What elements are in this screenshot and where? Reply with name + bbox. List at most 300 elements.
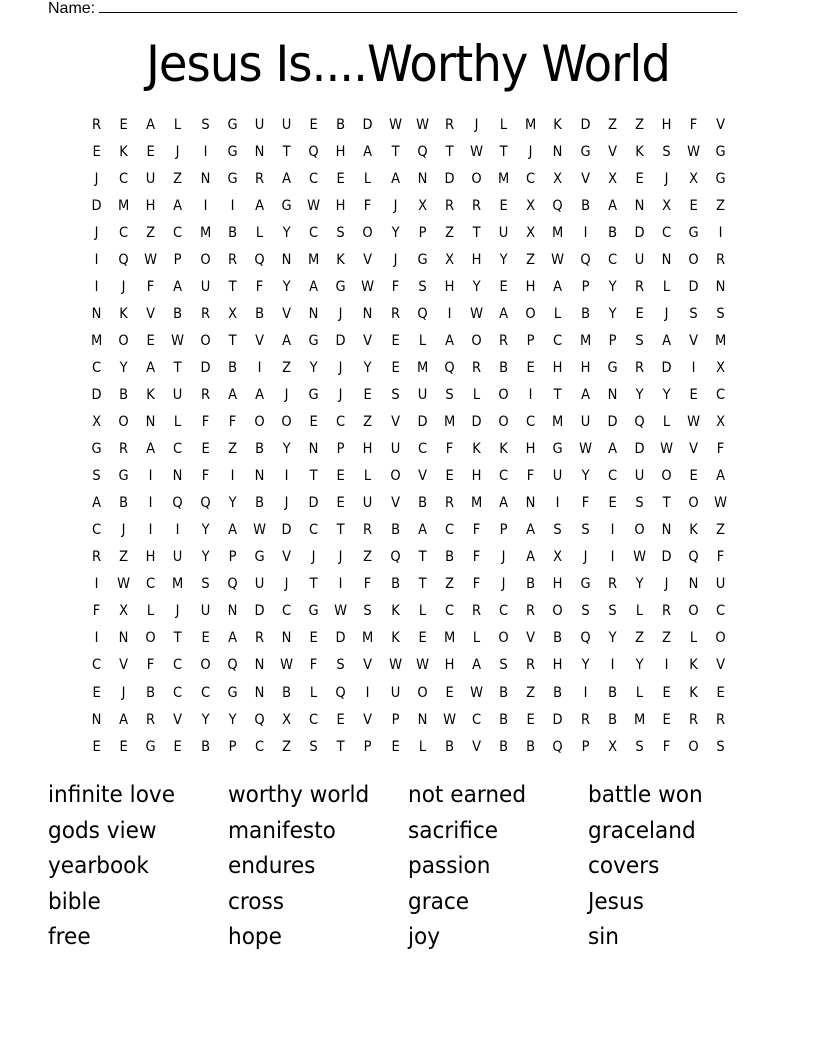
grid-letter: Q: [254, 251, 265, 268]
grid-letter: T: [336, 738, 345, 755]
grid-letter: J: [94, 170, 99, 187]
grid-letter: L: [418, 603, 426, 620]
grid-letter: J: [583, 549, 588, 566]
grid-letter: P: [526, 332, 535, 349]
grid-letter: S: [635, 738, 644, 755]
grid-letter: W: [442, 711, 456, 728]
grid-letter: D: [254, 603, 265, 620]
grid-letter: H: [335, 143, 346, 160]
grid-letter: F: [364, 197, 372, 214]
grid-letter: Y: [472, 278, 481, 295]
grid-letter: U: [390, 441, 400, 458]
grid-letter: V: [363, 251, 373, 268]
grid-letter: C: [173, 224, 183, 241]
grid-letter: C: [200, 684, 210, 701]
grid-letter: G: [688, 224, 699, 241]
grid-letter: N: [281, 630, 292, 647]
grid-letter: Z: [716, 522, 726, 539]
grid-letter: R: [716, 711, 726, 728]
grid-letter: X: [444, 251, 454, 268]
grid-letter: Q: [335, 684, 346, 701]
grid-letter: W: [687, 414, 701, 431]
grid-letter: P: [391, 711, 400, 728]
grid-letter: T: [662, 495, 671, 512]
grid-letter: W: [714, 495, 728, 512]
grid-letter: C: [173, 441, 183, 458]
grid-letter: C: [254, 738, 264, 755]
grid-letter: J: [501, 549, 506, 566]
grid-letter: Q: [579, 630, 591, 647]
grid-letter: O: [362, 224, 374, 241]
grid-letter: E: [201, 441, 210, 458]
grid-letter: X: [716, 359, 726, 376]
grid-letter: E: [635, 170, 644, 187]
grid-letter: B: [173, 305, 183, 322]
grid-letter: O: [688, 495, 699, 512]
grid-letter: Z: [607, 116, 617, 133]
grid-letter: D: [607, 414, 618, 431]
grid-letter: N: [254, 657, 265, 674]
grid-letter: N: [200, 170, 211, 187]
grid-letter: J: [176, 603, 180, 620]
grid-letter: Z: [363, 414, 373, 431]
grid-letter: E: [119, 116, 128, 133]
grid-letter: J: [121, 278, 126, 295]
grid-letter: A: [526, 522, 536, 539]
grid-letter: C: [607, 251, 617, 268]
grid-letter: A: [472, 657, 482, 674]
grid-letter: I: [94, 630, 99, 647]
grid-letter: C: [309, 522, 319, 539]
grid-letter: I: [366, 684, 370, 701]
grid-letter: R: [390, 305, 400, 322]
grid-letter: Z: [526, 684, 536, 701]
grid-letter: B: [499, 738, 509, 755]
grid-letter: I: [148, 522, 153, 539]
grid-letter: U: [254, 116, 265, 133]
grid-letter: M: [416, 359, 428, 376]
grid-letter: O: [498, 414, 509, 431]
grid-letter: V: [282, 305, 292, 322]
grid-letter: I: [718, 224, 723, 241]
grid-letter: F: [201, 414, 209, 431]
grid-letter: V: [607, 143, 617, 160]
grid-letter: J: [501, 576, 506, 593]
grid-letter: W: [171, 332, 185, 349]
word-list-item: battle won: [588, 782, 703, 808]
grid-letter: I: [148, 468, 153, 485]
grid-letter: E: [309, 414, 318, 431]
grid-letter: Z: [363, 549, 373, 566]
grid-letter: D: [91, 197, 102, 214]
grid-letter: U: [417, 386, 428, 403]
grid-letter: Q: [227, 657, 238, 674]
grid-letter: V: [580, 170, 590, 187]
grid-letter: L: [662, 414, 671, 431]
grid-letter: V: [689, 441, 699, 458]
grid-letter: A: [146, 116, 156, 133]
grid-letter: I: [610, 522, 615, 539]
grid-letter: E: [390, 359, 400, 376]
grid-letter: K: [689, 657, 698, 674]
grid-letter: T: [553, 386, 562, 403]
grid-letter: C: [526, 414, 536, 431]
grid-letter: D: [200, 359, 211, 376]
grid-letter: R: [661, 603, 672, 620]
grid-letter: E: [662, 684, 671, 701]
grid-letter: N: [525, 495, 536, 512]
grid-letter: F: [472, 522, 481, 539]
grid-letter: H: [553, 359, 563, 376]
grid-letter: D: [91, 386, 102, 403]
grid-letter: D: [281, 522, 292, 539]
word-list-item: worthy world: [228, 782, 370, 808]
grid-letter: O: [254, 414, 265, 431]
grid-letter: X: [92, 414, 102, 431]
grid-letter: I: [556, 495, 560, 512]
grid-letter: M: [498, 170, 510, 187]
grid-letter: C: [526, 170, 536, 187]
grid-letter: C: [309, 711, 319, 728]
grid-letter: B: [580, 197, 590, 214]
grid-letter: U: [634, 468, 645, 485]
grid-letter: F: [147, 278, 155, 295]
grid-letter: O: [389, 468, 401, 485]
grid-letter: C: [173, 684, 183, 701]
grid-letter: H: [525, 441, 536, 458]
grid-letter: G: [580, 576, 591, 593]
grid-letter: J: [284, 386, 289, 403]
grid-letter: R: [227, 251, 237, 268]
grid-letter: H: [335, 197, 346, 214]
grid-letter: S: [635, 332, 644, 349]
grid-letter: S: [336, 224, 345, 241]
grid-letter: I: [94, 278, 99, 295]
grid-letter: U: [553, 468, 563, 485]
grid-letter: A: [553, 278, 563, 295]
grid-letter: O: [145, 630, 156, 647]
grid-letter: J: [284, 495, 289, 512]
grid-letter: X: [607, 738, 617, 755]
grid-letter: A: [254, 197, 264, 214]
grid-letter: G: [308, 603, 319, 620]
grid-letter: B: [227, 224, 237, 241]
grid-letter: L: [364, 468, 372, 485]
grid-letter: F: [201, 468, 209, 485]
grid-letter: A: [363, 143, 373, 160]
grid-letter: S: [662, 143, 671, 160]
grid-letter: I: [203, 143, 208, 160]
grid-letter: O: [199, 657, 211, 674]
grid-letter: X: [227, 305, 237, 322]
grid-letter: I: [203, 197, 208, 214]
grid-letter: W: [578, 441, 592, 458]
grid-letter: K: [336, 251, 346, 268]
word-list-item: free: [48, 924, 91, 950]
grid-letter: N: [173, 468, 183, 485]
grid-letter: T: [309, 576, 318, 593]
grid-letter: E: [689, 468, 698, 485]
word-list-item: passion: [408, 853, 491, 879]
grid-letter: I: [447, 305, 452, 322]
grid-letter: G: [715, 143, 726, 160]
grid-letter: I: [338, 576, 343, 593]
word-list-item: joy: [408, 924, 441, 950]
grid-letter: B: [119, 386, 129, 403]
grid-letter: E: [390, 738, 400, 755]
grid-letter: S: [553, 522, 563, 539]
grid-letter: A: [716, 468, 726, 485]
grid-letter: H: [444, 278, 455, 295]
grid-letter: Q: [417, 305, 428, 322]
grid-letter: F: [255, 278, 264, 295]
grid-letter: X: [526, 224, 536, 241]
grid-letter: C: [471, 711, 482, 728]
grid-letter: N: [145, 414, 156, 431]
grid-letter: R: [526, 657, 536, 674]
grid-letter: X: [417, 197, 427, 214]
grid-letter: L: [418, 332, 426, 349]
grid-letter: M: [362, 630, 374, 647]
grid-letter: G: [335, 278, 346, 295]
grid-letter: H: [553, 576, 563, 593]
grid-letter: I: [148, 495, 153, 512]
grid-letter: L: [147, 603, 155, 620]
grid-letter: I: [691, 359, 696, 376]
grid-letter: I: [610, 549, 615, 566]
grid-letter: J: [664, 576, 669, 593]
grid-letter: J: [176, 143, 180, 160]
grid-letter: U: [498, 224, 509, 241]
grid-letter: N: [634, 197, 645, 214]
grid-letter: F: [527, 468, 535, 485]
grid-letter: D: [335, 630, 346, 647]
word-list-item: sacrifice: [408, 817, 499, 844]
grid-letter: R: [472, 359, 482, 376]
grid-letter: G: [254, 549, 265, 566]
grid-letter: Y: [201, 549, 210, 566]
grid-letter: V: [146, 305, 156, 322]
grid-letter: Y: [608, 630, 617, 647]
grid-letter: F: [662, 738, 671, 755]
grid-letter: N: [417, 711, 428, 728]
grid-letter: V: [472, 738, 482, 755]
grid-letter: S: [390, 386, 400, 403]
grid-letter: M: [443, 414, 456, 431]
grid-letter: W: [470, 305, 483, 322]
grid-letter: B: [444, 549, 454, 566]
grid-letter: V: [363, 711, 373, 728]
grid-letter: B: [444, 738, 454, 755]
grid-letter: C: [119, 170, 129, 187]
grid-letter: E: [336, 495, 345, 512]
grid-letter: O: [661, 468, 672, 485]
grid-letter: R: [499, 332, 509, 349]
grid-letter: V: [363, 657, 373, 674]
grid-letter: Q: [688, 549, 699, 566]
grid-letter: D: [634, 441, 645, 458]
grid-letter: W: [415, 116, 429, 133]
grid-letter: C: [499, 603, 509, 620]
grid-letter: E: [499, 278, 508, 295]
grid-letter: Z: [173, 170, 183, 187]
grid-letter: C: [716, 386, 726, 403]
grid-letter: X: [553, 170, 563, 187]
grid-letter: M: [172, 576, 184, 593]
grid-letter: U: [254, 576, 265, 593]
grid-letter: R: [92, 116, 102, 133]
grid-letter: E: [336, 711, 345, 728]
grid-letter: A: [173, 197, 183, 214]
grid-letter: P: [228, 738, 237, 755]
grid-letter: L: [174, 116, 182, 133]
grid-letter: E: [526, 711, 535, 728]
word-list-item: cross: [228, 888, 285, 915]
grid-letter: G: [281, 197, 292, 214]
grid-letter: L: [472, 630, 481, 647]
grid-letter: R: [634, 359, 644, 376]
grid-letter: B: [499, 684, 509, 701]
grid-letter: J: [393, 197, 398, 214]
grid-letter: V: [689, 332, 699, 349]
grid-letter: X: [282, 711, 292, 728]
grid-letter: U: [281, 116, 292, 133]
grid-letter: N: [254, 143, 265, 160]
grid-letter: B: [607, 684, 617, 701]
grid-letter: F: [717, 441, 725, 458]
grid-letter: W: [280, 657, 294, 674]
grid-letter: S: [716, 305, 725, 322]
grid-letter: G: [118, 468, 129, 485]
grid-letter: Q: [417, 143, 428, 160]
grid-letter: Y: [635, 386, 644, 403]
grid-letter: X: [607, 170, 617, 187]
grid-letter: M: [443, 630, 456, 647]
grid-letter: Z: [227, 441, 237, 458]
grid-letter: C: [716, 603, 726, 620]
grid-letter: R: [580, 711, 590, 728]
grid-letter: X: [526, 197, 536, 214]
grid-letter: E: [499, 197, 508, 214]
grid-letter: F: [147, 657, 155, 674]
grid-letter: O: [199, 251, 211, 268]
word-list-item: not earned: [408, 782, 527, 808]
grid-letter: E: [689, 386, 698, 403]
grid-letter: S: [92, 468, 101, 485]
grid-letter: A: [146, 441, 156, 458]
grid-letter: F: [445, 441, 454, 458]
grid-letter: J: [284, 576, 289, 593]
grid-letter: N: [363, 305, 373, 322]
grid-letter: M: [118, 197, 130, 214]
grid-letter: O: [199, 332, 211, 349]
grid-letter: Z: [526, 251, 536, 268]
grid-letter: A: [580, 386, 590, 403]
grid-letter: K: [499, 441, 508, 458]
grid-letter: M: [470, 495, 483, 512]
grid-letter: E: [608, 495, 617, 512]
grid-letter: H: [363, 441, 373, 458]
grid-letter: Y: [119, 359, 128, 376]
grid-letter: P: [228, 549, 237, 566]
word-list-item: graceland: [588, 817, 696, 844]
grid-letter: N: [254, 468, 265, 485]
word-list-item: endures: [228, 853, 316, 879]
name-label: Name:: [48, 0, 96, 17]
word-list-item: covers: [588, 853, 660, 879]
grid-letter: M: [308, 251, 320, 268]
grid-letter: Y: [201, 522, 210, 539]
grid-letter: E: [716, 684, 725, 701]
grid-letter: J: [311, 549, 316, 566]
grid-letter: R: [254, 630, 264, 647]
grid-letter: X: [716, 414, 726, 431]
grid-letter: T: [309, 468, 318, 485]
grid-letter: A: [119, 711, 129, 728]
grid-letter: B: [499, 359, 509, 376]
grid-letter: T: [282, 143, 291, 160]
grid-letter: W: [307, 197, 321, 214]
grid-letter: B: [417, 495, 427, 512]
grid-letter: A: [227, 386, 237, 403]
grid-letter: A: [92, 495, 102, 512]
grid-letter: H: [444, 657, 455, 674]
grid-letter: A: [499, 495, 509, 512]
grid-letter: D: [661, 549, 672, 566]
grid-letter: T: [472, 224, 481, 241]
grid-letter: B: [499, 711, 509, 728]
grid-letter: R: [689, 711, 699, 728]
grid-letter: L: [662, 278, 671, 295]
grid-letter: Y: [635, 657, 644, 674]
grid-letter: I: [664, 657, 669, 674]
grid-letter: C: [281, 603, 292, 620]
grid-letter: V: [282, 549, 292, 566]
grid-letter: L: [635, 684, 644, 701]
grid-letter: B: [526, 738, 536, 755]
grid-letter: X: [689, 170, 699, 187]
word-list-item: infinite love: [48, 782, 176, 808]
grid-letter: N: [281, 251, 292, 268]
grid-letter: R: [363, 522, 373, 539]
grid-letter: C: [336, 414, 346, 431]
grid-letter: O: [118, 332, 129, 349]
grid-letter: L: [690, 630, 698, 647]
grid-letter: A: [146, 359, 156, 376]
grid-letter: G: [580, 143, 591, 160]
grid-letter: S: [418, 278, 427, 295]
grid-letter: W: [388, 657, 402, 674]
grid-letter: A: [282, 332, 292, 349]
grid-letter: O: [525, 305, 536, 322]
grid-letter: U: [173, 386, 183, 403]
grid-letter: P: [174, 251, 182, 268]
grid-letter: B: [390, 576, 400, 593]
grid-letter: O: [552, 603, 564, 620]
grid-letter: C: [607, 468, 617, 485]
grid-letter: R: [92, 549, 102, 566]
grid-letter: L: [364, 170, 372, 187]
grid-letter: E: [445, 468, 454, 485]
grid-letter: I: [610, 657, 615, 674]
word-list-item: yearbook: [48, 853, 149, 879]
grid-letter: R: [254, 170, 264, 187]
grid-letter: U: [363, 495, 373, 512]
grid-letter: B: [580, 305, 590, 322]
grid-letter: O: [715, 630, 726, 647]
grid-letter: W: [687, 143, 701, 160]
grid-letter: W: [117, 576, 131, 593]
